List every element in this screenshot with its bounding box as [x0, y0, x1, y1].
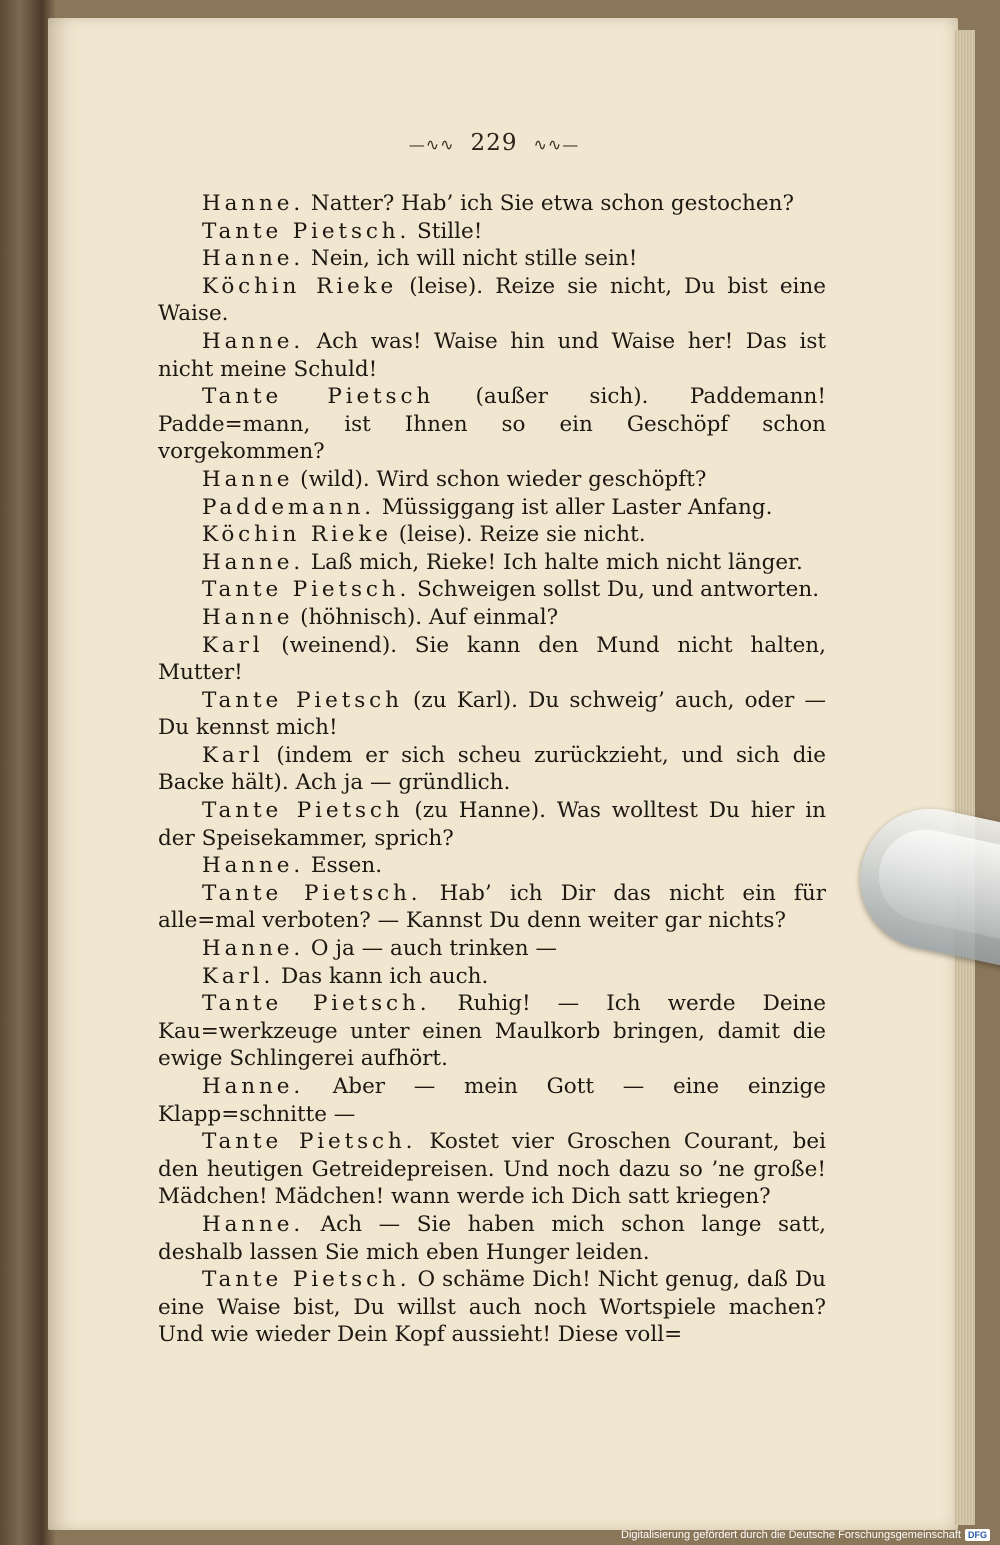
dialogue-paragraph [158, 797, 826, 852]
dialogue-text: (weinend). Sie kann den Mund nicht halten, Mutter! [158, 632, 826, 686]
speaker-name: Hanne. [202, 549, 305, 575]
page-edge [955, 30, 975, 1525]
dfg-logo: DFG [965, 1529, 990, 1541]
page-holder-clip-highlight [870, 821, 1000, 940]
speaker-name: Karl [202, 632, 264, 658]
speaker-name: Tante Pietsch. [202, 880, 422, 906]
page-header [0, 130, 1000, 156]
speaker-name: Tante Pietsch. [202, 1267, 411, 1293]
speaker-name: Tante Pietsch. [202, 577, 411, 603]
dialogue-paragraph [158, 328, 826, 383]
dialogue-text: O schäme Dich! Nicht genug, daß Du eine Waise bist, Du willst auch noch Wortspiele machen? Und wie wieder Dein Kopf aussieht! Diese voll= [158, 1267, 826, 1348]
dialogue-paragraph [158, 494, 826, 522]
dialogue-text: Schweigen sollst Du, und antworten. [410, 577, 820, 603]
dialogue-paragraph [158, 880, 826, 935]
dialogue-paragraph [158, 218, 826, 246]
dialogue-text: (wild). Wird schon wieder geschöpft? [293, 466, 707, 492]
speaker-name: Paddemann. [202, 494, 376, 520]
dialogue-paragraph [158, 632, 826, 687]
speaker-name: Hanne. [202, 246, 305, 272]
speaker-name: Tante Pietsch. [202, 1129, 417, 1155]
dialogue-text: (leise). Reize sie nicht. [391, 522, 646, 548]
speaker-name: Karl. [202, 963, 275, 989]
dialogue-text: Müssiggang ist aller Laster Anfang. [375, 494, 773, 520]
ornament-left: —∿∿ [408, 134, 455, 154]
dialogue-paragraph [158, 245, 826, 273]
dialogue-paragraph [158, 1211, 826, 1266]
dialogue-paragraph [158, 1128, 826, 1211]
speaker-name: Tante Pietsch. [202, 218, 411, 244]
dialogue-text: Essen. [304, 853, 383, 879]
speaker-name: Hanne. [202, 853, 305, 879]
speaker-name: Hanne. [202, 328, 305, 354]
play-text [158, 190, 826, 1349]
speaker-name: Hanne. [202, 191, 305, 216]
dialogue-text: Ach was! Waise hin und Waise her! Das ist nicht meine Schuld! [158, 328, 826, 382]
speaker-name: Hanne. [202, 1074, 305, 1099]
dialogue-paragraph [158, 604, 826, 632]
dialogue-paragraph [158, 1073, 826, 1128]
dialogue-text: Laß mich, Rieke! Ich halte mich nicht länger. [304, 549, 803, 575]
dialogue-text: (zu Hanne). Was wolltest Du hier in der Speisekammer, sprich? [158, 798, 826, 851]
ornament-right: ∿∿— [533, 134, 580, 154]
dialogue-text: Natter? Hab’ ich Sie etwa schon gestochen? [304, 191, 794, 216]
dialogue-text: (indem er sich scheu zurückzieht, und sich die Backe hält). Ach ja — gründlich. [158, 742, 826, 796]
dialogue-paragraph [158, 273, 826, 328]
dialogue-text: O ja — auch trinken — [304, 936, 557, 962]
speaker-name: Köchin Rieke [202, 273, 398, 299]
speaker-name: Köchin Rieke [202, 522, 392, 548]
dialogue-text: Ach — Sie haben mich schon lange satt, deshalb lassen Sie mich eben Hunger leiden. [158, 1211, 826, 1265]
dialogue-paragraph [158, 990, 826, 1073]
dialogue-text: Hab’ ich Dir das nicht ein für alle=mal verboten? — Kannst Du denn weiter gar nichts? [158, 880, 826, 934]
dialogue-text: Nein, ich will nicht stille sein! [304, 246, 638, 272]
dialogue-paragraph [158, 466, 826, 494]
speaker-name: Tante Pietsch [202, 384, 435, 410]
dialogue-paragraph [158, 383, 826, 466]
speaker-name: Tante Pietsch [202, 798, 404, 824]
speaker-name: Hanne. [202, 1211, 305, 1237]
dialogue-paragraph [158, 742, 826, 797]
dialogue-text: (leise). Reize sie nicht, Du bist eine Waise. [158, 273, 827, 327]
speaker-name: Tante Pietsch [202, 687, 403, 713]
dialogue-paragraph [158, 576, 826, 604]
speaker-name: Hanne. [202, 936, 305, 962]
dialogue-text: Stille! [410, 218, 483, 244]
speaker-name: Tante Pietsch. [202, 991, 431, 1017]
funding-notice: Digitalisierung gefördert durch die Deutsche Forschungsgemeinschaft [621, 1529, 961, 1541]
dialogue-paragraph [158, 549, 826, 577]
dialogue-text: Ruhig! — Ich werde Deine Kau=werkzeuge unter einen Maulkorb bringen, damit die ewige Schlingerei aufhört. [158, 991, 826, 1072]
dialogue-text: (zu Karl). Du schweig’ auch, oder — Du kennst mich! [158, 687, 826, 741]
dialogue-text: Kostet vier Groschen Courant, bei den heutigen Getreidepreisen. Und noch dazu so ’ne große! Mädchen! Mädchen! wann werde ich Dich satt kriegen? [158, 1129, 826, 1210]
dialogue-paragraph [158, 935, 826, 963]
dialogue-text: (außer sich). Paddemann! Padde=mann, ist Ihnen so ein Geschöpf schon vorgekommen? [158, 384, 826, 465]
dialogue-paragraph [158, 687, 826, 742]
dialogue-text: (höhnisch). Auf einmal? [293, 604, 559, 630]
dialogue-paragraph [158, 963, 826, 991]
dialogue-paragraph [158, 190, 826, 218]
dialogue-text: Aber — mein Gott — eine einzige Klapp=schnitte — [158, 1074, 826, 1127]
dialogue-paragraph [158, 852, 826, 880]
dialogue-paragraph [158, 521, 826, 549]
dialogue-paragraph [158, 1266, 826, 1349]
speaker-name: Hanne [202, 466, 294, 492]
speaker-name: Karl [202, 742, 264, 768]
speaker-name: Hanne [202, 604, 294, 630]
page-number: 229 [470, 130, 518, 156]
dialogue-text: Das kann ich auch. [274, 963, 489, 989]
digitization-footer [621, 1529, 990, 1541]
